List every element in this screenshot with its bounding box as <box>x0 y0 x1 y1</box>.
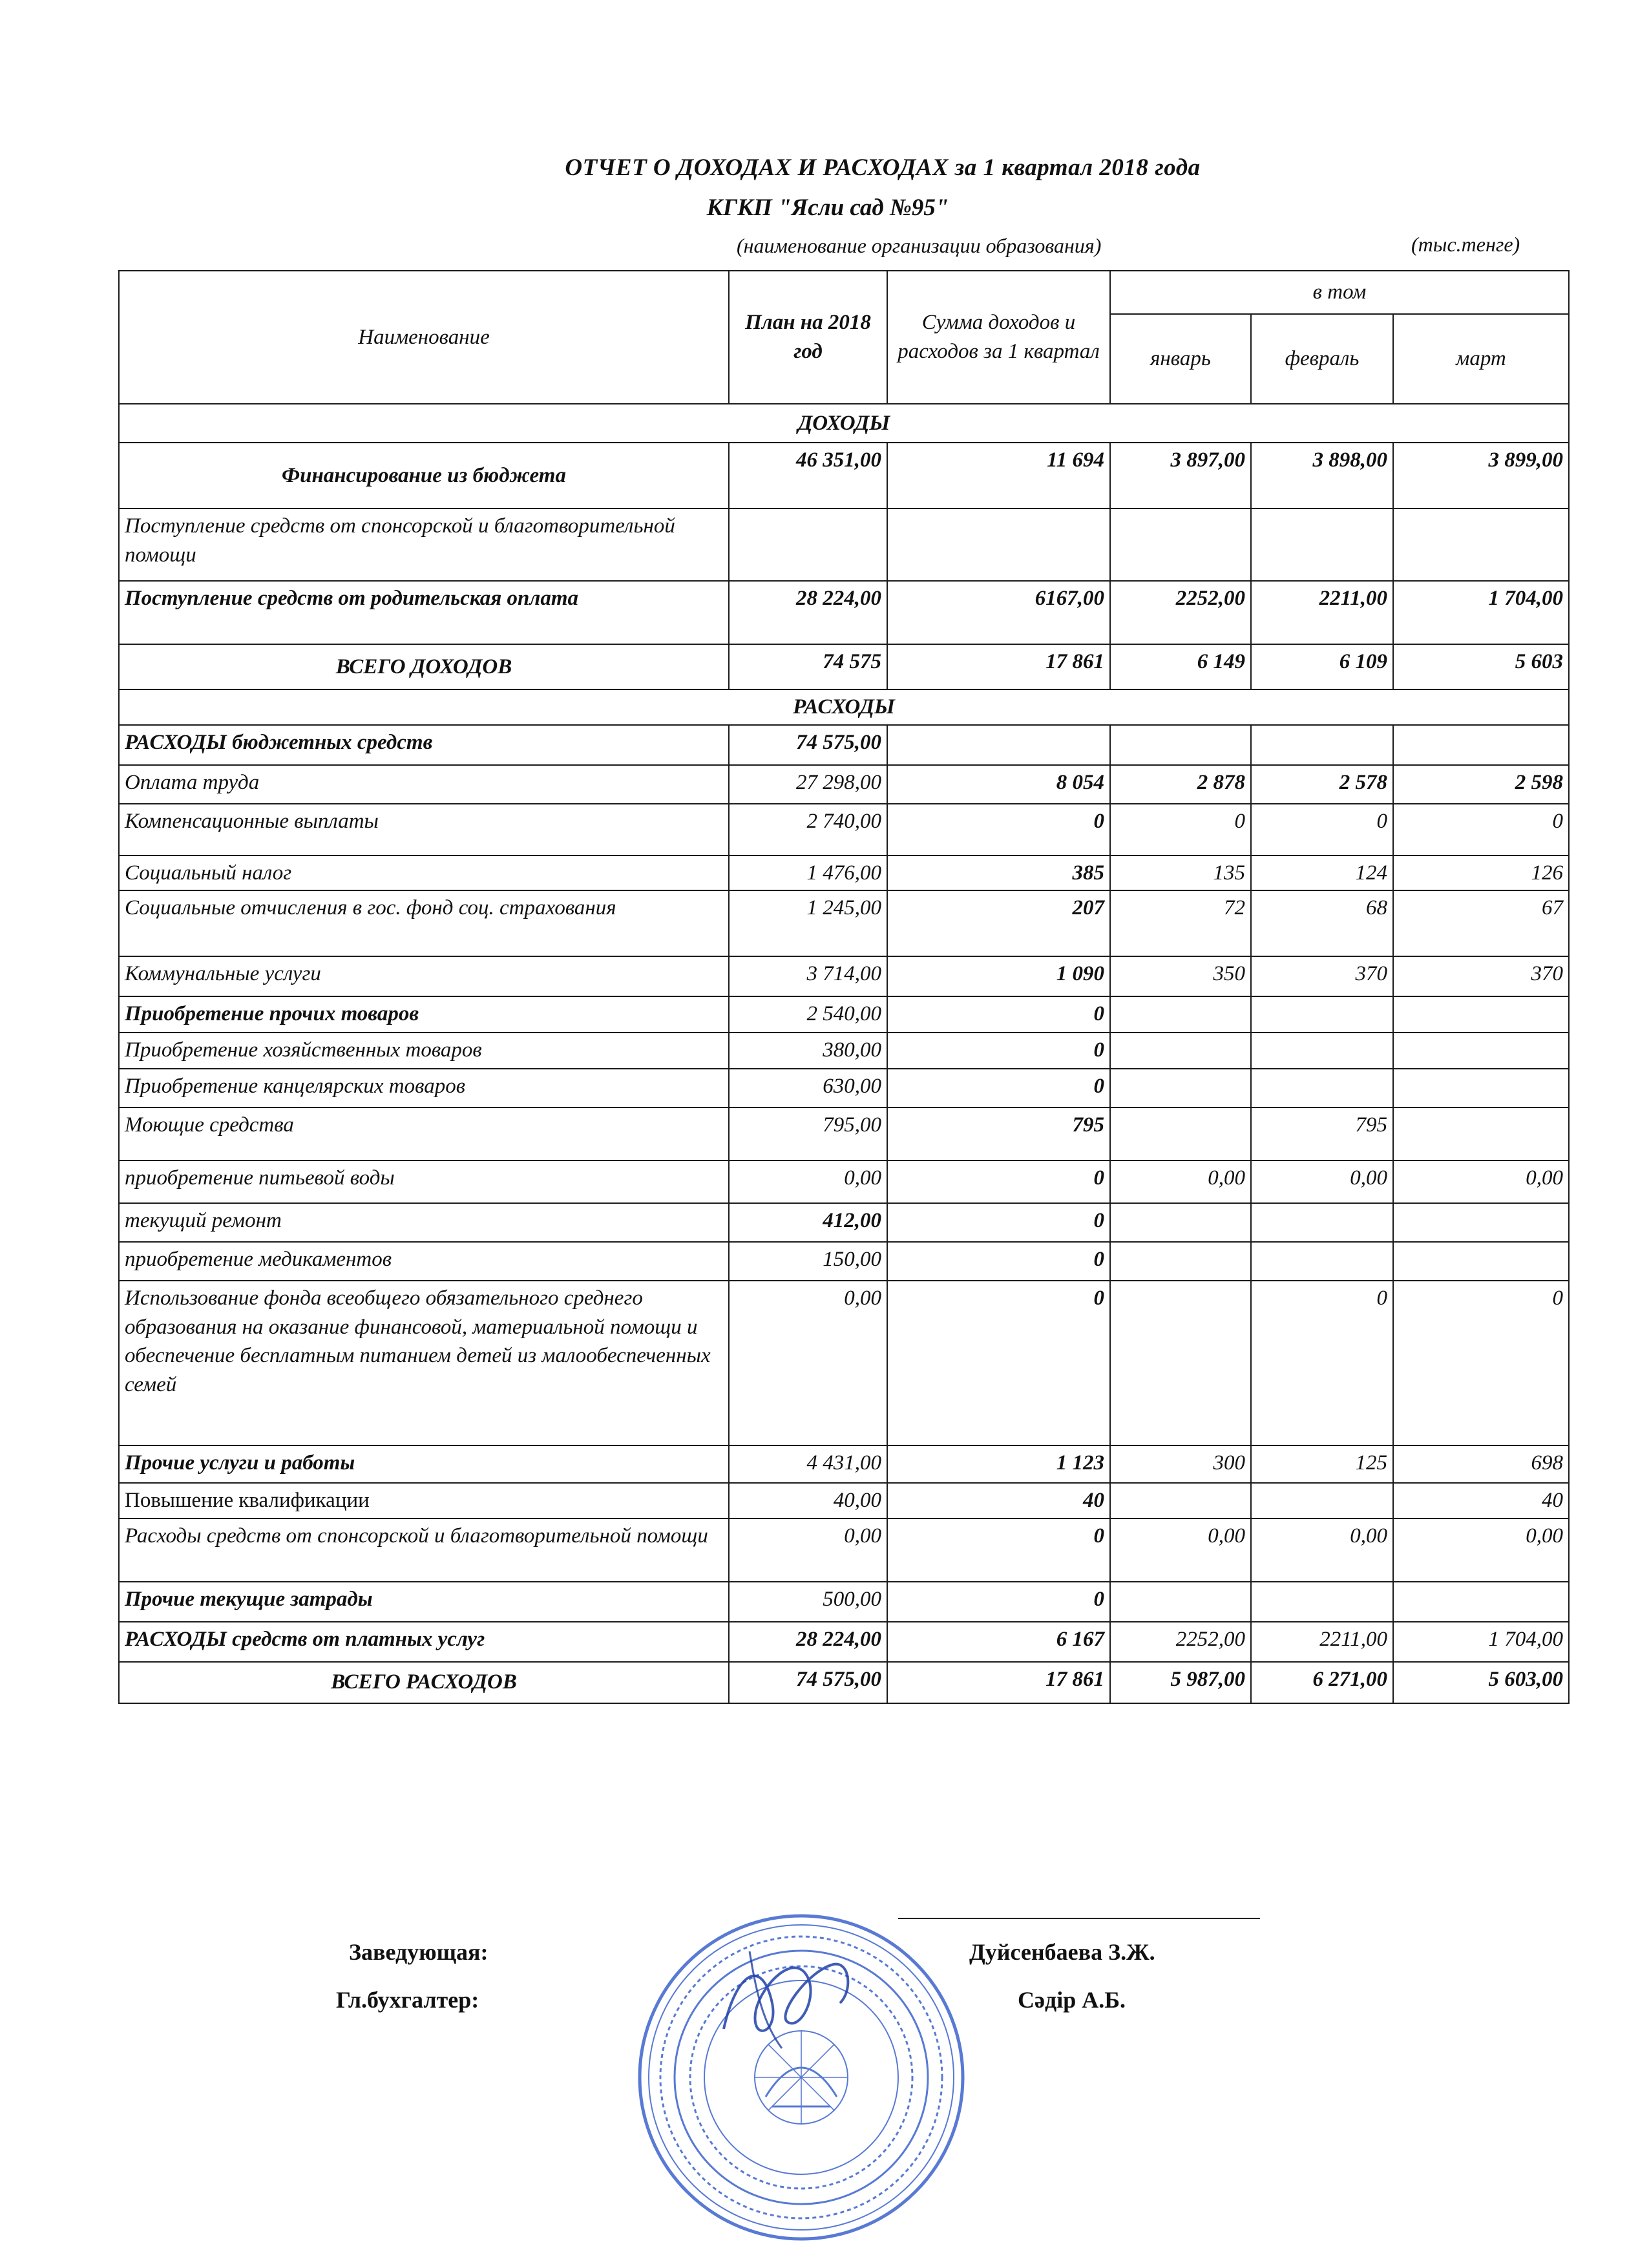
col-header-jan: январь <box>1110 314 1251 404</box>
expenses-sum-cell: 8 054 <box>887 765 1110 804</box>
expenses-row <box>119 1108 1569 1160</box>
expenses-sum-cell: 385 <box>887 856 1110 891</box>
income-feb-cell: 2211,00 <box>1251 581 1393 644</box>
expenses-plan-cell: 27 298,00 <box>729 765 887 804</box>
expenses-row <box>119 1281 1569 1445</box>
expenses-feb-cell <box>1251 1242 1393 1281</box>
income-name-cell: ВСЕГО ДОХОДОВ <box>119 644 729 689</box>
expenses-jan-cell <box>1110 1582 1251 1622</box>
expenses-mar-cell: 0 <box>1393 1281 1569 1445</box>
expense-rows <box>119 725 1569 1703</box>
expenses-name-cell: РАСХОДЫ средств от платных услуг <box>119 1622 729 1662</box>
income-row <box>119 509 1569 581</box>
expenses-jan-cell <box>1110 1281 1251 1445</box>
income-jan-cell: 2252,00 <box>1110 581 1251 644</box>
expenses-name-cell: Повышение квалификации <box>119 1483 729 1518</box>
expenses-plan-cell: 412,00 <box>729 1203 887 1242</box>
organization-name: КГКП "Ясли сад №95" <box>706 194 949 221</box>
expenses-row <box>119 1445 1569 1483</box>
expenses-sum-cell: 0 <box>887 804 1110 856</box>
expenses-feb-cell <box>1251 1069 1393 1108</box>
expenses-jan-cell <box>1110 1483 1251 1518</box>
expenses-jan-cell <box>1110 1108 1251 1160</box>
expenses-name-cell: Приобретение хозяйственных товаров <box>119 1033 729 1069</box>
expenses-plan-cell: 3 714,00 <box>729 956 887 996</box>
income-mar-cell: 1 704,00 <box>1393 581 1569 644</box>
expenses-name-cell: Оплата труда <box>119 765 729 804</box>
expenses-jan-cell: 0 <box>1110 804 1251 856</box>
income-rows <box>119 443 1569 689</box>
expenses-feb-cell: 0,00 <box>1251 1160 1393 1203</box>
expenses-jan-cell <box>1110 1069 1251 1108</box>
expenses-plan-cell: 380,00 <box>729 1033 887 1069</box>
expenses-sum-cell <box>887 725 1110 765</box>
expenses-plan-cell: 74 575,00 <box>729 725 887 765</box>
expenses-sum-cell: 0 <box>887 1281 1110 1445</box>
expenses-jan-cell: 0,00 <box>1110 1160 1251 1203</box>
expenses-name-cell: ВСЕГО РАСХОДОВ <box>119 1662 729 1703</box>
expenses-name-cell: Приобретение канцелярских товаров <box>119 1069 729 1108</box>
income-name-cell: Финансирование из бюджета <box>119 443 729 509</box>
col-header-sum: Сумма доходов и расходов за 1 квартал <box>887 271 1110 404</box>
expenses-sum-cell: 1 123 <box>887 1445 1110 1483</box>
expenses-mar-cell: 1 704,00 <box>1393 1622 1569 1662</box>
col-header-feb: февраль <box>1251 314 1393 404</box>
expenses-jan-cell <box>1110 996 1251 1033</box>
expenses-row <box>119 956 1569 996</box>
expenses-jan-cell <box>1110 1203 1251 1242</box>
expenses-sum-cell: 0 <box>887 1160 1110 1203</box>
income-feb-cell: 6 109 <box>1251 644 1393 689</box>
income-row <box>119 581 1569 644</box>
expenses-mar-cell <box>1393 996 1569 1033</box>
expenses-name-cell: приобретение медикаментов <box>119 1242 729 1281</box>
expenses-sum-cell: 795 <box>887 1108 1110 1160</box>
expenses-row <box>119 1518 1569 1582</box>
expenses-row <box>119 765 1569 804</box>
expenses-plan-cell: 795,00 <box>729 1108 887 1160</box>
expenses-jan-cell: 5 987,00 <box>1110 1662 1251 1703</box>
income-sum-cell <box>887 509 1110 581</box>
expenses-sum-cell: 0 <box>887 1582 1110 1622</box>
head-name: Дуйсенбаева З.Ж. <box>969 1939 1155 1965</box>
expenses-mar-cell <box>1393 1203 1569 1242</box>
income-plan-cell: 28 224,00 <box>729 581 887 644</box>
expenses-mar-cell: 2 598 <box>1393 765 1569 804</box>
col-header-mar: март <box>1393 314 1569 404</box>
expenses-jan-cell: 2252,00 <box>1110 1622 1251 1662</box>
expenses-feb-cell: 370 <box>1251 956 1393 996</box>
expenses-jan-cell <box>1110 725 1251 765</box>
expenses-row <box>119 804 1569 856</box>
expenses-plan-cell: 0,00 <box>729 1518 887 1582</box>
expenses-mar-cell: 0 <box>1393 804 1569 856</box>
income-feb-cell <box>1251 509 1393 581</box>
expenses-feb-cell <box>1251 1203 1393 1242</box>
expenses-mar-cell <box>1393 1242 1569 1281</box>
income-name-cell: Поступление средств от спонсорской и благотворительной помощи <box>119 509 729 581</box>
income-sum-cell: 6167,00 <box>887 581 1110 644</box>
report-table <box>118 270 1570 1704</box>
accountant-label: Гл.бухгалтер: <box>336 1987 479 2013</box>
expenses-mar-cell: 40 <box>1393 1483 1569 1518</box>
income-plan-cell: 74 575 <box>729 644 887 689</box>
expenses-sum-cell: 207 <box>887 890 1110 956</box>
expenses-sum-cell: 0 <box>887 1242 1110 1281</box>
unit-note: (тыс.тенге) <box>1411 233 1520 256</box>
expenses-sum-cell: 40 <box>887 1483 1110 1518</box>
expenses-feb-cell: 2211,00 <box>1251 1622 1393 1662</box>
income-feb-cell: 3 898,00 <box>1251 443 1393 509</box>
income-row <box>119 644 1569 689</box>
report-title: ОТЧЕТ О ДОХОДАХ И РАСХОДАХ за 1 квартал 2018 года <box>565 154 1201 181</box>
expenses-name-cell: Использование фонда всеобщего обязательного среднего образования на оказание финансовой, материальной помощи и обеспечение бесплатным питанием детей из малообеспеченных семей <box>119 1281 729 1445</box>
income-mar-cell <box>1393 509 1569 581</box>
income-jan-cell <box>1110 509 1251 581</box>
organization-note: (наименование организации образования) <box>737 234 1102 257</box>
expenses-name-cell: Прочие текущие затрады <box>119 1582 729 1622</box>
col-header-in-which: в том <box>1110 271 1569 314</box>
expenses-jan-cell: 135 <box>1110 856 1251 891</box>
expenses-row <box>119 1662 1569 1703</box>
expenses-sum-cell: 0 <box>887 1518 1110 1582</box>
expenses-feb-cell <box>1251 725 1393 765</box>
expenses-plan-cell: 1 476,00 <box>729 856 887 891</box>
expenses-feb-cell: 0 <box>1251 1281 1393 1445</box>
head-label: Заведующая: <box>349 1939 488 1965</box>
expenses-plan-cell: 150,00 <box>729 1242 887 1281</box>
expenses-jan-cell: 2 878 <box>1110 765 1251 804</box>
expenses-row <box>119 1069 1569 1108</box>
expenses-mar-cell <box>1393 1108 1569 1160</box>
expenses-mar-cell: 5 603,00 <box>1393 1662 1569 1703</box>
expenses-row <box>119 1033 1569 1069</box>
expenses-mar-cell: 0,00 <box>1393 1160 1569 1203</box>
expenses-mar-cell: 126 <box>1393 856 1569 891</box>
expenses-name-cell: текущий ремонт <box>119 1203 729 1242</box>
expenses-mar-cell <box>1393 1033 1569 1069</box>
expenses-feb-cell <box>1251 1033 1393 1069</box>
col-header-plan: План на 2018 год <box>729 271 887 404</box>
expenses-row <box>119 1242 1569 1281</box>
expenses-jan-cell <box>1110 1033 1251 1069</box>
expenses-jan-cell <box>1110 1242 1251 1281</box>
expenses-feb-cell: 125 <box>1251 1445 1393 1483</box>
expenses-section-title: РАСХОДЫ <box>119 689 1569 725</box>
expenses-mar-cell <box>1393 1582 1569 1622</box>
expenses-name-cell: Прочие услуги и работы <box>119 1445 729 1483</box>
expenses-plan-cell: 0,00 <box>729 1281 887 1445</box>
expenses-mar-cell: 67 <box>1393 890 1569 956</box>
expenses-name-cell: Социальный налог <box>119 856 729 891</box>
expenses-feb-cell: 6 271,00 <box>1251 1662 1393 1703</box>
expenses-name-cell: Социальные отчисления в гос. фонд соц. страхования <box>119 890 729 956</box>
income-section-title: ДОХОДЫ <box>119 404 1569 443</box>
expenses-plan-cell: 28 224,00 <box>729 1622 887 1662</box>
expenses-row <box>119 890 1569 956</box>
expenses-row <box>119 1203 1569 1242</box>
expenses-name-cell: приобретение питьевой воды <box>119 1160 729 1203</box>
income-mar-cell: 5 603 <box>1393 644 1569 689</box>
expenses-sum-cell: 0 <box>887 1203 1110 1242</box>
expenses-feb-cell: 0 <box>1251 804 1393 856</box>
expenses-row <box>119 1622 1569 1662</box>
expenses-sum-cell: 6 167 <box>887 1622 1110 1662</box>
expenses-sum-cell: 0 <box>887 1033 1110 1069</box>
expenses-row <box>119 725 1569 765</box>
expenses-mar-cell: 698 <box>1393 1445 1569 1483</box>
expenses-row <box>119 996 1569 1033</box>
expenses-feb-cell: 0,00 <box>1251 1518 1393 1582</box>
expenses-name-cell: Приобретение прочих товаров <box>119 996 729 1033</box>
income-name-cell: Поступление средств от родительская оплата <box>119 581 729 644</box>
income-sum-cell: 17 861 <box>887 644 1110 689</box>
income-plan-cell <box>729 509 887 581</box>
income-plan-cell: 46 351,00 <box>729 443 887 509</box>
expenses-feb-cell <box>1251 996 1393 1033</box>
expenses-plan-cell: 74 575,00 <box>729 1662 887 1703</box>
expenses-feb-cell <box>1251 1582 1393 1622</box>
expenses-feb-cell: 795 <box>1251 1108 1393 1160</box>
expenses-name-cell: Моющие средства <box>119 1108 729 1160</box>
expenses-plan-cell: 4 431,00 <box>729 1445 887 1483</box>
expenses-plan-cell: 40,00 <box>729 1483 887 1518</box>
expenses-feb-cell: 2 578 <box>1251 765 1393 804</box>
expenses-plan-cell: 2 540,00 <box>729 996 887 1033</box>
income-jan-cell: 6 149 <box>1110 644 1251 689</box>
income-jan-cell: 3 897,00 <box>1110 443 1251 509</box>
expenses-name-cell: Компенсационные выплаты <box>119 804 729 856</box>
accountant-name: Сәдір А.Б. <box>1018 1987 1126 2013</box>
expenses-mar-cell: 0,00 <box>1393 1518 1569 1582</box>
expenses-plan-cell: 0,00 <box>729 1160 887 1203</box>
expenses-sum-cell: 1 090 <box>887 956 1110 996</box>
expenses-plan-cell: 500,00 <box>729 1582 887 1622</box>
expenses-plan-cell: 1 245,00 <box>729 890 887 956</box>
col-header-name: Наименование <box>119 271 729 404</box>
expenses-feb-cell <box>1251 1483 1393 1518</box>
expenses-jan-cell: 300 <box>1110 1445 1251 1483</box>
expenses-name-cell: Коммунальные услуги <box>119 956 729 996</box>
expenses-feb-cell: 68 <box>1251 890 1393 956</box>
expenses-mar-cell <box>1393 1069 1569 1108</box>
expenses-name-cell: РАСХОДЫ бюджетных средств <box>119 725 729 765</box>
expenses-sum-cell: 0 <box>887 1069 1110 1108</box>
expenses-mar-cell <box>1393 725 1569 765</box>
handwritten-signature <box>711 1932 866 2061</box>
income-mar-cell: 3 899,00 <box>1393 443 1569 509</box>
expenses-row <box>119 1483 1569 1518</box>
expenses-sum-cell: 0 <box>887 996 1110 1033</box>
income-sum-cell: 11 694 <box>887 443 1110 509</box>
expenses-name-cell: Расходы средств от спонсорской и благотворительной помощи <box>119 1518 729 1582</box>
expenses-row <box>119 1582 1569 1622</box>
expenses-row <box>119 856 1569 891</box>
income-row <box>119 443 1569 509</box>
expenses-sum-cell: 17 861 <box>887 1662 1110 1703</box>
expenses-feb-cell: 124 <box>1251 856 1393 891</box>
expenses-mar-cell: 370 <box>1393 956 1569 996</box>
expenses-plan-cell: 630,00 <box>729 1069 887 1108</box>
expenses-plan-cell: 2 740,00 <box>729 804 887 856</box>
expenses-row <box>119 1160 1569 1203</box>
expenses-jan-cell: 0,00 <box>1110 1518 1251 1582</box>
expenses-jan-cell: 350 <box>1110 956 1251 996</box>
expenses-jan-cell: 72 <box>1110 890 1251 956</box>
